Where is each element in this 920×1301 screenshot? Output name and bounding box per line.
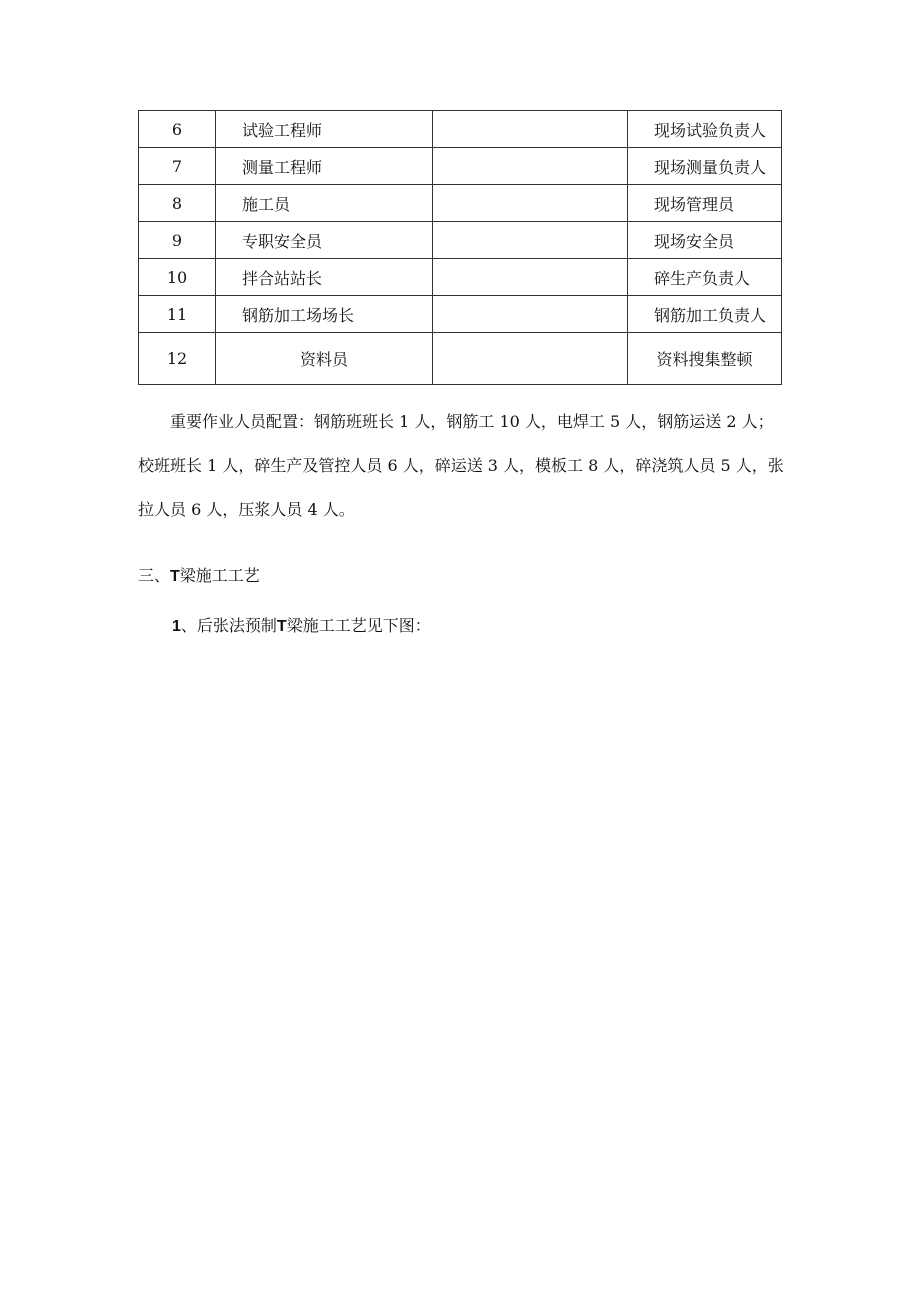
row-blank — [433, 185, 628, 222]
section-t-letter: T — [170, 568, 180, 585]
staff-table — [138, 110, 782, 385]
table-row — [139, 222, 782, 259]
table-row — [139, 259, 782, 296]
row-role: 试验工程师 — [216, 111, 433, 148]
subsection-sep: 、后张法预制 — [180, 616, 277, 635]
subsection-number: 1 — [172, 618, 181, 635]
row-number: 9 — [139, 222, 216, 259]
row-blank — [433, 222, 628, 259]
staff-table-body — [139, 111, 782, 385]
row-role: 专职安全员 — [216, 222, 433, 259]
row-duty: 现场安全员 — [628, 222, 782, 259]
row-number: 6 — [139, 111, 216, 148]
table-row — [139, 333, 782, 385]
row-duty: 资料搜集整顿 — [628, 333, 782, 385]
row-number: 12 — [139, 333, 216, 385]
row-duty: 现场试验负责人 — [628, 111, 782, 148]
table-row — [139, 185, 782, 222]
section-prefix: 三、 — [138, 566, 171, 585]
row-role: 钢筋加工场场长 — [216, 296, 433, 333]
row-blank — [433, 148, 628, 185]
row-role: 拌合站站长 — [216, 259, 433, 296]
row-blank — [433, 333, 628, 385]
table-row — [139, 148, 782, 185]
row-blank — [433, 259, 628, 296]
table-row — [139, 111, 782, 148]
row-number: 11 — [139, 296, 216, 333]
personnel-paragraph: 重要作业人员配置：钢筋班班长 1 人，钢筋工 10 人，电焊工 5 人，钢筋运送 2 人；校班班长 1 人，碎生产及管控人员 6 人，碎运送 3 人，模板工 8 人，碎浇筑人员 5 人，张拉人员 6 人，压浆人员 4 人。 — [138, 412, 784, 519]
row-number: 10 — [139, 259, 216, 296]
row-blank — [433, 296, 628, 333]
subsection-heading — [172, 613, 431, 636]
row-duty: 现场测量负责人 — [628, 148, 782, 185]
row-role: 测量工程师 — [216, 148, 433, 185]
row-duty: 现场管理员 — [628, 185, 782, 222]
row-number: 8 — [139, 185, 216, 222]
row-duty: 碎生产负责人 — [628, 259, 782, 296]
row-role: 资料员 — [216, 333, 433, 385]
table-row — [139, 296, 782, 333]
section-heading — [138, 563, 260, 586]
row-role: 施工员 — [216, 185, 433, 222]
subsection-title-rest: 梁施工工艺见下图： — [286, 616, 431, 635]
section-title-rest: 梁施工工艺 — [179, 566, 260, 585]
row-number: 7 — [139, 148, 216, 185]
row-blank — [433, 111, 628, 148]
row-duty: 钢筋加工负责人 — [628, 296, 782, 333]
subsection-t-letter: T — [276, 618, 287, 635]
